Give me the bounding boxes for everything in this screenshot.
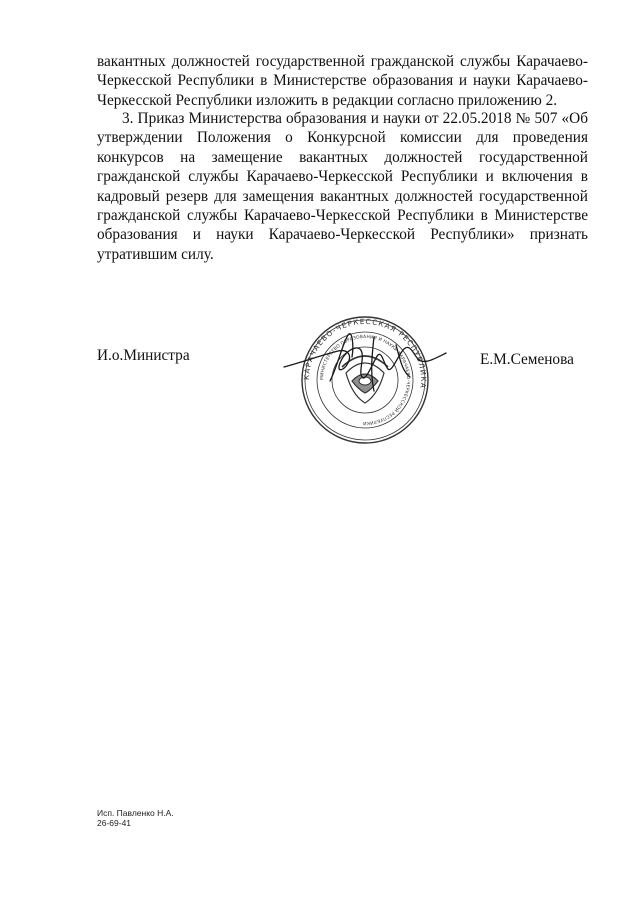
executor-phone: 26-69-41 bbox=[97, 818, 132, 828]
official-seal-with-signature bbox=[278, 315, 453, 445]
executor-footer bbox=[97, 808, 174, 828]
coat-of-arms-icon bbox=[342, 356, 388, 403]
seal-outer-text: КАРАЧАЕВО-ЧЕРКЕССКАЯ РЕСПУБЛИКА bbox=[301, 316, 429, 390]
paragraph-continuation: вакантных должностей государственной гражданской службы Карачаево-Черкесской Республики в Министерстве образования и науки Карачаево-Черкесской Республики изложить в редакции согласно приложению 2. bbox=[97, 53, 588, 109]
seal-icon bbox=[278, 315, 453, 445]
signatory-name: Е.М.Семенова bbox=[480, 351, 574, 368]
signatory-title: И.о.Министра bbox=[97, 347, 190, 364]
paragraph-3: 3. Приказ Министерства образования и науки от 22.05.2018 № 507 «Об утверждении Положения о Конкурсной комиссии для проведения конкурсов на замещение вакантных должностей государственной гражданской службы Карачаево-Черкесской Республики и включения в кадровый резерв для замещения вакантных должностей государственной гражданской службы Карачаево-Черкесской Республики в Министерстве образования и науки Карачаево-Черкесской Республики» признать утратившим силу. bbox=[97, 110, 588, 263]
executor-name: Исп. Павленко Н.А. bbox=[97, 808, 174, 818]
seal-inner-text: МИНИСТЕРСТВО ОБРАЗОВАНИЯ И НАУКИ КАРАЧАЕВО-ЧЕРКЕССКОЙ РЕСПУБЛИКИ bbox=[319, 334, 411, 426]
